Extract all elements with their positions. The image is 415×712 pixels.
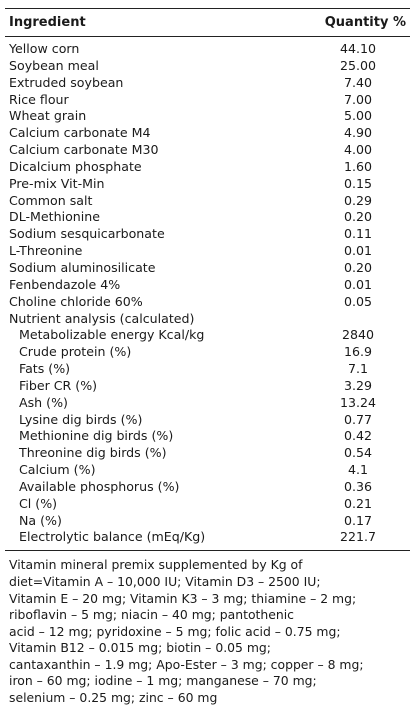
footnote-line: cantaxanthin – 1.9 mg; Apo-Ester – 3 mg; copper – 8 mg; bbox=[9, 656, 364, 672]
ingredient-quantity: 7.00 bbox=[343, 91, 373, 107]
ingredient-table bbox=[5, 0, 410, 707]
table-row bbox=[5, 479, 410, 496]
table-row bbox=[5, 209, 410, 226]
ingredient-quantity: 0.11 bbox=[343, 226, 373, 242]
table-header bbox=[5, 9, 410, 36]
ingredient-name: Available phosphorus (%) bbox=[19, 478, 180, 494]
ingredient-name: Fiber CR (%) bbox=[19, 377, 98, 393]
table-row bbox=[5, 125, 410, 142]
ingredient-quantity: 0.01 bbox=[343, 243, 373, 259]
ingredient-name: Calcium carbonate M4 bbox=[9, 125, 151, 141]
header-quantity: Quantity % bbox=[324, 15, 406, 30]
table-row bbox=[5, 412, 410, 429]
ingredient-name: Dicalcium phosphate bbox=[9, 158, 142, 174]
ingredient-quantity: 0.36 bbox=[343, 478, 373, 494]
ingredient-quantity: 0.29 bbox=[343, 192, 373, 208]
footnote-line: riboflavin – 5 mg; niacin – 40 mg; pantothenic bbox=[9, 607, 294, 623]
ingredient-name: Sodium aluminosilicate bbox=[9, 259, 156, 275]
table-row bbox=[5, 92, 410, 109]
ingredient-quantity: 0.17 bbox=[343, 512, 373, 528]
ingredient-quantity: 4.00 bbox=[343, 142, 373, 158]
table-row bbox=[5, 445, 410, 462]
ingredient-quantity: 7.1 bbox=[347, 361, 369, 377]
table-row bbox=[5, 226, 410, 243]
ingredient-name: Cl (%) bbox=[19, 495, 58, 511]
ingredient-name: Extruded soybean bbox=[9, 74, 124, 90]
ingredient-quantity: 7.40 bbox=[343, 74, 373, 90]
table-row bbox=[5, 277, 410, 294]
footnote-line: diet=Vitamin A – 10,000 IU; Vitamin D3 – 2500 IU; bbox=[9, 573, 321, 589]
ingredient-name: Common salt bbox=[9, 192, 93, 208]
ingredient-name: Choline chloride 60% bbox=[9, 293, 143, 309]
table-row bbox=[5, 58, 410, 75]
ingredient-name: Nutrient analysis (calculated) bbox=[9, 310, 195, 326]
ingredient-name: Calcium carbonate M30 bbox=[9, 142, 159, 158]
ingredient-quantity: 1.60 bbox=[343, 158, 373, 174]
table-row bbox=[5, 395, 410, 412]
ingredient-name: Fenbendazole 4% bbox=[9, 276, 121, 292]
ingredient-quantity: 0.42 bbox=[343, 428, 373, 444]
table-row bbox=[5, 294, 410, 311]
ingredient-name: Threonine dig birds (%) bbox=[19, 445, 167, 461]
ingredient-quantity: 2840 bbox=[341, 327, 375, 343]
header-ingredient: Ingredient bbox=[9, 15, 86, 30]
footnote-line: selenium – 0.25 mg; zinc – 60 mg bbox=[9, 690, 218, 706]
ingredient-quantity: 44.10 bbox=[339, 41, 377, 56]
table-row bbox=[5, 378, 410, 395]
ingredient-quantity: 0.77 bbox=[343, 411, 373, 427]
table-row bbox=[5, 327, 410, 344]
footnote-line: Vitamin B12 – 0.015 mg; biotin – 0.05 mg; bbox=[9, 640, 271, 656]
ingredient-name: Calcium (%) bbox=[19, 462, 96, 478]
ingredient-quantity: 0.20 bbox=[343, 209, 373, 225]
table-row bbox=[5, 311, 410, 328]
ingredient-name: Crude protein (%) bbox=[19, 344, 132, 360]
table-row bbox=[5, 176, 410, 193]
ingredient-name: Sodium sesquicarbonate bbox=[9, 226, 165, 242]
footnote-line: Vitamin E – 20 mg; Vitamin K3 – 3 mg; thiamine – 2 mg; bbox=[9, 590, 357, 606]
premix-footnote bbox=[5, 551, 410, 706]
table-body bbox=[5, 37, 410, 550]
ingredient-quantity: 0.15 bbox=[343, 175, 373, 191]
ingredient-quantity: 3.29 bbox=[343, 377, 373, 393]
table-row bbox=[5, 361, 410, 378]
ingredient-name: Na (%) bbox=[19, 512, 62, 528]
ingredient-name: Wheat grain bbox=[9, 108, 87, 124]
table-row bbox=[5, 243, 410, 260]
table-row bbox=[5, 513, 410, 530]
table-row bbox=[5, 344, 410, 361]
ingredient-quantity: 0.54 bbox=[343, 445, 373, 461]
ingredient-name: Ash (%) bbox=[19, 394, 68, 410]
table-row bbox=[5, 108, 410, 125]
table-row bbox=[5, 142, 410, 159]
ingredient-name: Methionine dig birds (%) bbox=[19, 428, 174, 444]
ingredient-quantity: 16.9 bbox=[343, 344, 373, 360]
table-row bbox=[5, 159, 410, 176]
table-row bbox=[5, 496, 410, 513]
ingredient-name: DL-Methionine bbox=[9, 209, 100, 225]
table-row bbox=[5, 462, 410, 479]
ingredient-quantity: 13.24 bbox=[339, 394, 377, 410]
ingredient-name: Lysine dig birds (%) bbox=[19, 411, 143, 427]
ingredient-quantity: 0.05 bbox=[343, 293, 373, 309]
ingredient-name: Metabolizable energy Kcal/kg bbox=[19, 327, 205, 343]
ingredient-quantity: 0.20 bbox=[343, 259, 373, 275]
table-row bbox=[5, 260, 410, 277]
ingredient-quantity: 4.90 bbox=[343, 125, 373, 141]
ingredient-name: Electrolytic balance (mEq/Kg) bbox=[19, 529, 206, 545]
ingredient-quantity: 221.7 bbox=[339, 529, 377, 545]
table-row bbox=[5, 529, 410, 546]
ingredient-name: Pre-mix Vit-Min bbox=[9, 175, 105, 191]
ingredient-quantity: 0.01 bbox=[343, 276, 373, 292]
ingredient-name: Yellow corn bbox=[9, 41, 80, 56]
table-row bbox=[5, 428, 410, 445]
ingredient-name: Soybean meal bbox=[9, 57, 99, 73]
ingredient-quantity: 4.1 bbox=[347, 462, 369, 478]
table-row bbox=[5, 193, 410, 210]
ingredient-quantity: 25.00 bbox=[339, 57, 377, 73]
ingredient-quantity: 0.21 bbox=[343, 495, 373, 511]
footnote-line: acid – 12 mg; pyridoxine – 5 mg; folic acid – 0.75 mg; bbox=[9, 623, 341, 639]
table-row bbox=[5, 41, 410, 58]
ingredient-quantity: 5.00 bbox=[343, 108, 373, 124]
footnote-line: iron – 60 mg; iodine – 1 mg; manganese – 70 mg; bbox=[9, 673, 317, 689]
ingredient-name: Rice flour bbox=[9, 91, 69, 107]
footnote-line: Vitamin mineral premix supplemented by Kg of bbox=[9, 557, 303, 573]
ingredient-name: Fats (%) bbox=[19, 361, 71, 377]
table-row bbox=[5, 75, 410, 92]
ingredient-name: L-Threonine bbox=[9, 243, 83, 259]
